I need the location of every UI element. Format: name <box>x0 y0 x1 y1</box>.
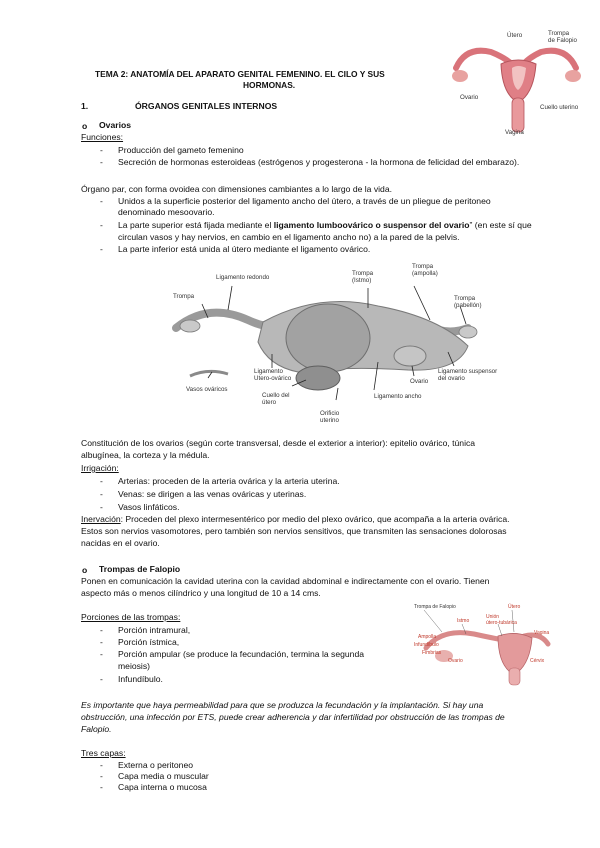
dash: - <box>100 157 103 167</box>
ovary-uterus-illustration <box>168 262 508 432</box>
label-vasos-ovaricos: Vasos ováricos <box>186 386 228 393</box>
constitucion-line-1: Constitución de los ovarios (según corte transversal, desde el exterior a interior): epitelio ovárico, túnica <box>81 438 476 448</box>
trompas-line-1: Ponen en comunicación la cavidad uterina con la cavidad abdominal e indirectamente con el ovario. Tienen <box>81 576 490 586</box>
item-1-line-1: Unidos a la superficie posterior del ligamento ancho del útero, a través de un pliegue de peritoneo <box>118 196 491 206</box>
label-ovario-mid: Ovario <box>410 378 429 385</box>
label-trompa-pabellon: Trompa (pabellón) <box>454 295 482 309</box>
label-small-trompa: Trompa de Falopio <box>414 604 456 610</box>
label-trompa-falopio: Trompa de Falopio <box>548 30 577 44</box>
title-line-2: HORMONAS. <box>243 80 296 90</box>
dash: - <box>100 760 103 770</box>
heading-ovarios: Ovarios <box>99 120 132 130</box>
dash: - <box>100 196 103 206</box>
capa-1: Externa o peritoneo <box>118 760 194 770</box>
label-ligamento-utero-ovarico: Ligamento Utero-ovárico <box>254 368 292 382</box>
dash: - <box>100 674 103 684</box>
heading-trompas: Trompas de Falopio <box>99 564 181 574</box>
bullet-trompas: o <box>82 565 88 575</box>
label-irrigacion: Irrigación: <box>81 463 119 473</box>
funcion-2: Secreción de hormonas esteroideas (estrógenos y progesterona - la hormona de felicidad del embarazo). <box>118 157 520 167</box>
organo-par-text: Órgano par, con forma ovoidea con dimensiones cambiantes a lo largo de la vida. <box>81 184 392 194</box>
dash: - <box>100 771 103 781</box>
inervacion-line-3: nacidas en el ovario. <box>81 538 160 548</box>
inervacion-line-2: Estos son nervios vasomotores, pero también son nervios sensitivos, que transmiten las sensaciones dolorosas <box>81 526 507 536</box>
figure-ovary-uterus-posterior <box>168 262 508 432</box>
inervacion-line-1 <box>81 514 510 525</box>
porcion-3: Porción ampular (se produce la fecundación, termina la segunda <box>118 649 365 659</box>
importante-line-2: obstrucción, una infección por ETS, puede crear adherencia y dar infertilidad por obstrucción de las trompas de <box>81 712 505 722</box>
dash: - <box>100 244 103 254</box>
irrigacion-3: Vasos linfáticos. <box>118 502 180 512</box>
label-ligamento-ancho: Ligamento ancho <box>374 393 422 400</box>
inervacion-text: : Proceden del plexo intermesentérico por medio del plexo ovárico, que acompaña a la arteria ovárica. <box>120 514 510 524</box>
constitucion-line-2: albugínea, la corteza y la médula. <box>81 450 210 460</box>
importante-line-3: Falopio. <box>81 724 112 734</box>
label-inervacion: Inervación <box>81 514 121 524</box>
item-2-text-a: La parte superior está fijada mediante el <box>118 220 274 230</box>
label-cuello-utero: Cuello del útero <box>262 392 290 406</box>
label-ligamento-suspensor: Ligamento suspensor del ovario <box>438 368 498 382</box>
irrigacion-1: Arterias: proceden de la arteria ovárica y la arteria uterina. <box>118 476 340 486</box>
label-utero: Útero <box>507 32 523 39</box>
dash: - <box>100 625 103 635</box>
label-small-fimbrias: Fimbrias <box>422 650 442 656</box>
label-funciones: Funciones: <box>81 132 124 142</box>
label-porciones: Porciones de las trompas: <box>81 612 181 622</box>
capa-2: Capa media o muscular <box>118 771 209 781</box>
funcion-1: Producción del gameto femenino <box>118 145 244 155</box>
label-small-cervix: Cérvix <box>530 658 545 664</box>
item-3: La parte inferior está unida al útero mediante el ligamento ovárico. <box>118 244 371 254</box>
label-small-utero: Útero <box>508 604 521 610</box>
importante-line-1: Es importante que haya permeabilidad para que se produzca la fecundación y la implantación. Si hay una <box>81 700 484 710</box>
label-small-istmo: Istmo <box>457 618 470 624</box>
label-ovario: Ovario <box>460 94 479 101</box>
porcion-2: Porción ístmica, <box>118 637 180 647</box>
dash: - <box>100 145 103 155</box>
label-cuello-uterino: Cuello uterino <box>540 104 579 111</box>
dash: - <box>100 220 103 230</box>
item-2-line-2: circulan vasos y hay nervios, en cambio en el ligamento ancho no) a la pared de la pelvis. <box>118 232 460 242</box>
label-vagina: Vagina <box>505 129 524 136</box>
dash: - <box>100 782 103 792</box>
item-2-line-1 <box>118 220 532 231</box>
label-small-union: Unión útero-tubárica <box>486 614 517 626</box>
label-trompa: Trompa <box>173 293 195 300</box>
dash: - <box>100 649 103 659</box>
figure-fallopian-tube <box>412 602 552 686</box>
dash: - <box>100 637 103 647</box>
label-small-vagina: Vagina <box>534 630 550 636</box>
label-orificio-uterino: Orificio uterino <box>320 410 340 424</box>
section-title: ÓRGANOS GENITALES INTERNOS <box>135 101 278 111</box>
porcion-4: Infundíbulo. <box>118 674 163 684</box>
bullet-ovarios: o <box>82 121 88 131</box>
title-line-1: TEMA 2: ANATOMÍA DEL APARATO GENITAL FEMENINO. EL CILO Y SUS <box>95 69 385 79</box>
label-capas: Tres capas: <box>81 748 126 758</box>
item-2-text-c: ” (en este sí que <box>469 220 532 230</box>
item-1-line-2: denominado mesoovario. <box>118 207 215 217</box>
figure-female-reproductive-front <box>446 28 596 138</box>
item-2-bold: ligamento lumboovárico o suspensor del ovario <box>273 220 470 230</box>
label-small-ampolla: Ampolla <box>418 634 437 640</box>
label-small-infundibulo: Infundíbulo <box>414 642 439 648</box>
label-small-ovario: Ovario <box>448 658 463 664</box>
porcion-3-cont: meiosis) <box>118 661 150 671</box>
porcion-1: Porción intramural, <box>118 625 191 635</box>
label-trompa-ampolla: Trompa (ampolla) <box>412 263 438 277</box>
dash: - <box>100 476 103 486</box>
capa-3: Capa interna o mucosa <box>118 782 207 792</box>
irrigacion-2: Venas: se dirigen a las venas ováricas y uterinas. <box>118 489 307 499</box>
reproductive-front-illustration <box>446 28 596 138</box>
trompas-line-2: aspecto más o menos cilíndrico y una longitud de 10 a 14 cms. <box>81 588 321 598</box>
dash: - <box>100 502 103 512</box>
section-number: 1. <box>81 101 89 111</box>
label-trompa-istmo: Trompa (Istmo) <box>352 270 374 284</box>
label-ligamento-redondo: Ligamento redondo <box>216 274 270 281</box>
dash: - <box>100 489 103 499</box>
